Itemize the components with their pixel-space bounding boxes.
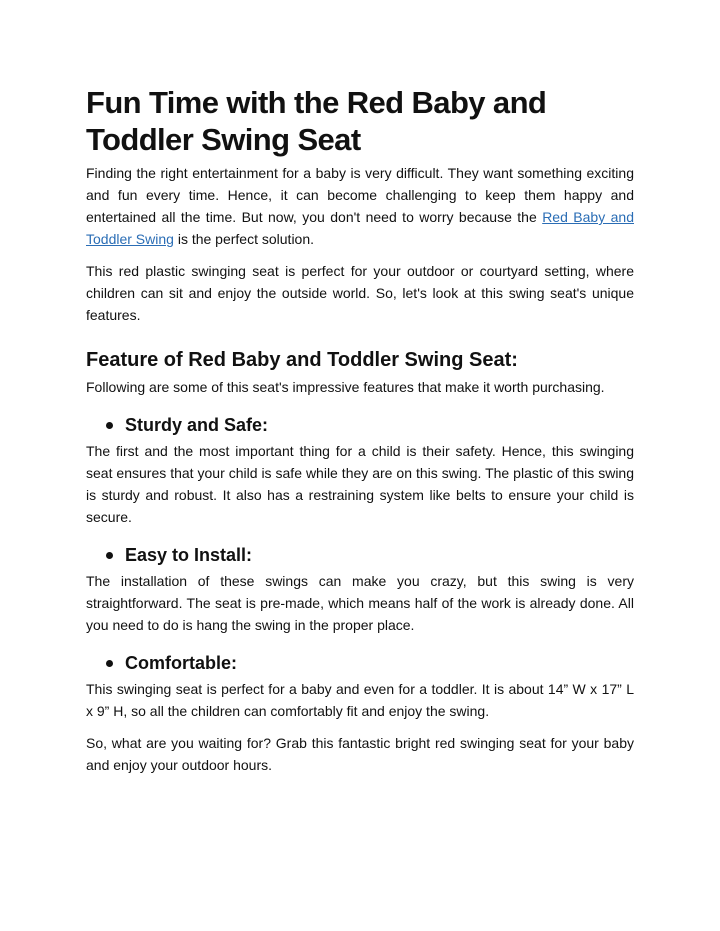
- bullet-icon: [106, 660, 113, 667]
- bullet-icon: [106, 552, 113, 559]
- feature-heading-sturdy: [86, 414, 634, 436]
- feature-heading-comfortable: [86, 652, 634, 674]
- feature-paragraph-comfortable: This swinging seat is perfect for a baby and even for a toddler. It is about 14” W x 17” L x 9” H, so all the children can comfortably fit and enjoy the swing.: [86, 681, 634, 719]
- feature-heading-label: Sturdy and Safe:: [125, 415, 269, 435]
- page-title: Fun Time with the Red Baby and Toddler Swing Seat: [86, 85, 547, 157]
- feature-paragraph-sturdy: The first and the most important thing for a child is their safety. Hence, this swinging seat ensures that your child is safe while they are on this swing. The plastic of this swing is sturdy and robust. It also has a restraining system like belts to ensure your child is secure.: [86, 443, 634, 525]
- features-intro-paragraph: Following are some of this seat's impressive features that make it worth purchasing.: [86, 379, 605, 395]
- feature-heading-label: Comfortable:: [125, 653, 237, 673]
- features-heading: Feature of Red Baby and Toddler Swing Seat:: [86, 349, 518, 371]
- intro-text-after-link: is the perfect solution.: [173, 231, 315, 247]
- feature-heading-label: Easy to Install:: [125, 545, 253, 565]
- product-link[interactable]: Red Baby and Toddler Swing: [86, 209, 634, 247]
- intro-text-before-link: Finding the right entertainment for a baby is very difficult. They want something exciting and fun every time. Hence, it can become challenging to keep them happy and entertained all the time. But now, you don't need to worry because the: [86, 165, 634, 225]
- feature-paragraph-install: The installation of these swings can make you crazy, but this swing is very straightforward. The seat is pre-made, which means half of the work is already done. All you need to do is hang the swing in the proper place.: [86, 573, 634, 633]
- description-paragraph: This red plastic swinging seat is perfect for your outdoor or courtyard setting, where children can sit and enjoy the outside world. So, let's look at this swing seat's unique features.: [86, 263, 634, 323]
- intro-paragraph: [86, 162, 634, 250]
- bullet-icon: [106, 422, 113, 429]
- closing-paragraph: So, what are you waiting for? Grab this fantastic bright red swinging seat for your baby and enjoy your outdoor hours.: [86, 735, 634, 773]
- feature-heading-install: [86, 544, 634, 566]
